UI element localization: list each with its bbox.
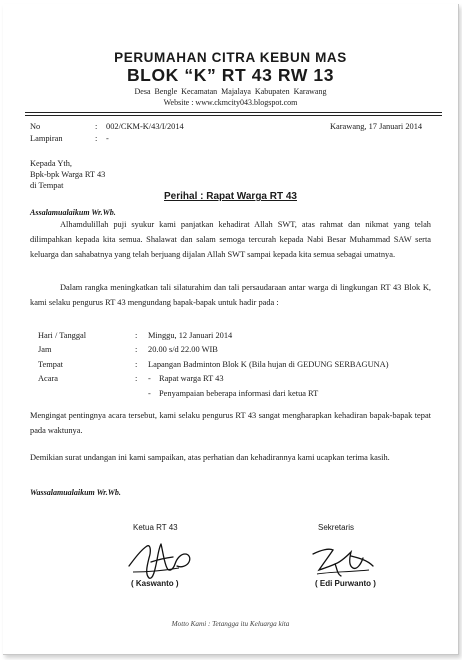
place-date: Karawang, 17 Januari 2014	[330, 122, 423, 131]
paragraph-invitation: Dalam rangka meningkatkan tali silaturahim dan tali persaudaraan antar warga di lingkungan RT 43 Blok K, kami selaku pengurus RT 43 mengundang bapak-bapak untuk hadir pada :	[30, 283, 431, 307]
recipient-line-2: Bpk-bpk Warga RT 43	[30, 170, 106, 179]
event-agenda-label: Acara	[38, 374, 58, 383]
event-day-value: Minggu, 12 Januari 2014	[148, 331, 233, 340]
event-time-value: 20.00 s/d 22.00 WIB	[148, 345, 218, 354]
agenda-item-2: Penyampaian beberapa informasi dari ketua RT	[159, 389, 319, 398]
no-label: No	[30, 122, 41, 131]
event-time-colon: :	[135, 345, 138, 354]
agenda-bullet: -	[148, 389, 151, 398]
right-signature-scribble	[303, 534, 383, 584]
paragraph-expectation: Mengingat pentingnya acara tersebut, kami selaku pengurus RT 43 sangat mengharapkan kehadiran bapak-bapak tepat pada waktunya.	[30, 411, 431, 435]
header-rule-thin	[25, 115, 442, 116]
header-rule-thick	[25, 112, 442, 113]
org-name: PERUMAHAN CITRA KEBUN MAS	[114, 50, 347, 65]
event-place-value: Lapangan Badminton Blok K (Bila hujan di GEDUNG SERBAGUNA)	[148, 360, 389, 369]
event-place-label: Tempat	[38, 360, 63, 369]
left-signature-name: ( Kaswanto )	[131, 579, 179, 588]
agenda-item-1: Rapat warga RT 43	[159, 374, 224, 383]
event-agenda-colon: :	[135, 374, 138, 383]
event-time-label: Jam	[38, 345, 52, 354]
no-separator: :	[95, 122, 98, 131]
block-title: BLOK “K” RT 43 RW 13	[126, 65, 335, 85]
closing-salutation: Wassalamualaikum Wr.Wb.	[30, 488, 121, 497]
website-line: Website : www.ckmcity043.blogspot.com	[163, 98, 298, 107]
no-value: 002/CKM-K/43/I/2014	[106, 122, 184, 131]
left-signature-title: Ketua RT 43	[133, 523, 178, 532]
left-signature-scribble	[121, 532, 201, 584]
event-day-label: Hari / Tanggal	[38, 331, 87, 340]
event-place-colon: :	[135, 360, 138, 369]
greeting: Assalamualaikum Wr.Wb.	[30, 208, 116, 217]
subject-line: Perihal : Rapat Warga RT 43	[164, 191, 297, 202]
paragraph-opening: Alhamdulillah puji syukur kami panjatkan kehadirat Allah SWT, atas rahmat dan nikmat yang telah dilimpahkan kepada kita semua. Shalawat dan salam semoga tercurah kepada Nabi Besar Muhammad SAW serta keluarga dan sahabatnya yang telah berjuang dijalan Allah SWT sampai kepada kita semua sebagai umatnya.	[30, 220, 431, 259]
right-signature-title: Sekretaris	[318, 523, 355, 532]
lampiran-value: -	[106, 134, 109, 143]
lampiran-separator: :	[95, 134, 98, 143]
motto-footer: Motto Kami : Tetangga itu Keluarga kita	[171, 620, 290, 628]
event-day-colon: :	[135, 331, 138, 340]
lampiran-label: Lampiran	[30, 134, 63, 143]
right-signature-name: ( Edi Purwanto )	[315, 579, 376, 588]
recipient-line-1: Kepada Yth,	[30, 159, 73, 168]
address-line: Desa Bengle Kecamatan Majalaya Kabupaten Karawang	[134, 87, 327, 96]
letter-page	[3, 4, 459, 655]
agenda-bullet: -	[148, 374, 151, 383]
paragraph-closing: Demikian surat undangan ini kami sampaikan, atas perhatian dan kehadirannya kami ucapkan terima kasih.	[30, 453, 390, 462]
recipient-line-3: di Tempat	[30, 181, 64, 190]
